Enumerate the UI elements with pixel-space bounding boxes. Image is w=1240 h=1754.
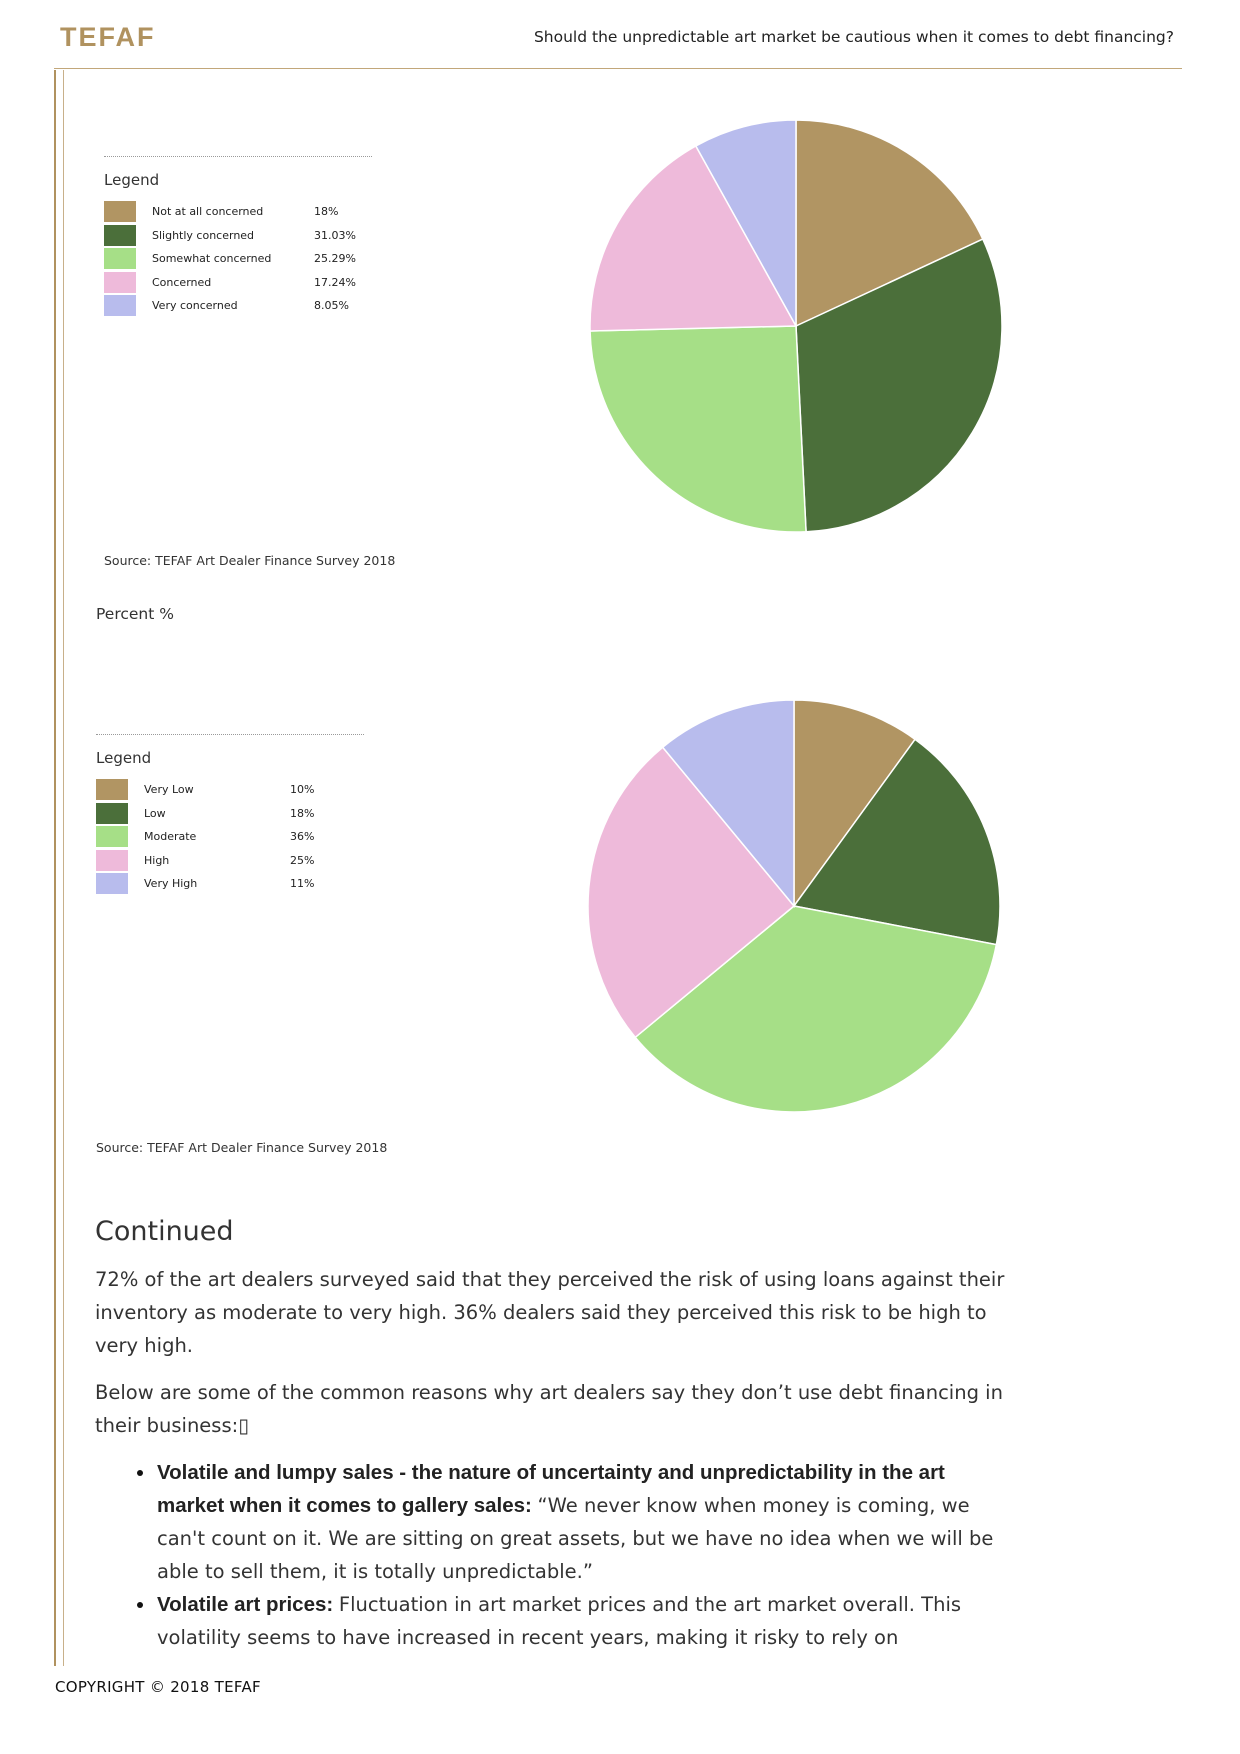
legend-item (104, 224, 372, 248)
legend-item (104, 200, 372, 224)
legend-value: 36% (290, 830, 315, 844)
tefaf-logo: TEFAF (60, 22, 156, 52)
legend-label: Not at all concerned (152, 205, 264, 219)
list-item (157, 1456, 1015, 1588)
left-margin-rule-inner (63, 70, 64, 1666)
legend-value: 11% (290, 877, 315, 891)
bullet-text: Fluctuation in art market prices and the art market overall. This volatility seems to have increased in recent years, making it risky to rely on (157, 1593, 962, 1649)
list-item (157, 1588, 1015, 1654)
legend-value: 25.29% (314, 252, 356, 266)
legend-value: 10% (290, 783, 315, 797)
legend-swatch (96, 803, 128, 824)
legend-swatch (96, 779, 128, 800)
percent-label: Percent % (96, 605, 174, 623)
paragraph: Below are some of the common reasons why art dealers say they don’t use debt financing in their business:▯ (95, 1381, 1003, 1437)
legend-label: Very concerned (152, 299, 238, 313)
legend-value: 18% (290, 806, 315, 820)
chart-2-source: Source: TEFAF Art Dealer Finance Survey 2018 (96, 1140, 388, 1155)
legend-label: Slightly concerned (152, 228, 255, 242)
legend-label: High (144, 853, 170, 867)
legend-item (96, 849, 364, 873)
legend-swatch (96, 873, 128, 894)
legend-swatch (104, 225, 136, 246)
legend-item (104, 294, 372, 318)
legend-value: 8.05% (314, 299, 349, 313)
legend-item (96, 778, 364, 802)
legend-value: 25% (290, 853, 315, 867)
legend-title: Legend (104, 171, 160, 189)
page-header-title: Should the unpredictable art market be cautious when it comes to debt financing? (533, 28, 1174, 46)
legend-swatch (104, 201, 136, 222)
legend-label: Low (144, 806, 166, 820)
paragraph: 72% of the art dealers surveyed said that they perceived the risk of using loans against their inventory as moderate to very high. 36% dealers said they perceived this risk to be high to very high. (95, 1268, 1005, 1357)
legend-label: Somewhat concerned (152, 252, 272, 266)
reasons-list (95, 1456, 1015, 1654)
legend-item (104, 271, 372, 295)
left-margin-rule (54, 70, 56, 1666)
chart-2-pie (584, 696, 1004, 1116)
legend-value: 18% (314, 205, 339, 219)
legend-item (96, 825, 364, 849)
chart-1-source: Source: TEFAF Art Dealer Finance Survey 2018 (104, 553, 396, 568)
legend-swatch (104, 248, 136, 269)
chart-2-legend (96, 734, 364, 896)
section-heading: Continued (95, 1216, 234, 1247)
copyright-footer: COPYRIGHT © 2018 TEFAF (55, 1678, 261, 1696)
legend-divider (96, 734, 364, 735)
legend-item (104, 247, 372, 271)
header-divider (54, 68, 1182, 69)
legend-item (96, 872, 364, 896)
legend-label: Moderate (144, 830, 197, 844)
pie-slice-somewhat-concerned (590, 326, 806, 532)
legend-label: Very High (144, 877, 198, 891)
article-body (95, 1216, 1015, 1654)
bullet-lead: Volatile and lumpy sales - the nature of uncertainty and unpredictability in the art market when it comes to gallery sales: (157, 1461, 945, 1517)
legend-swatch (104, 272, 136, 293)
legend-label: Very Low (144, 783, 194, 797)
legend-label: Concerned (152, 275, 212, 289)
bullet-lead: Volatile art prices: (157, 1593, 339, 1616)
legend-title: Legend (96, 749, 152, 767)
bullet-text: “We never know when money is coming, we can't count on it. We are sitting on great assets, but we have no idea when we will be able to sell them, it is totally unpredictable.” (157, 1494, 994, 1583)
legend-swatch (104, 295, 136, 316)
chart-1-pie (586, 116, 1006, 536)
legend-divider (104, 156, 372, 157)
legend-value: 17.24% (314, 275, 356, 289)
legend-value: 31.03% (314, 228, 356, 242)
legend-item (96, 802, 364, 826)
chart-1-legend (104, 156, 372, 318)
legend-swatch (96, 826, 128, 847)
legend-swatch (96, 850, 128, 871)
